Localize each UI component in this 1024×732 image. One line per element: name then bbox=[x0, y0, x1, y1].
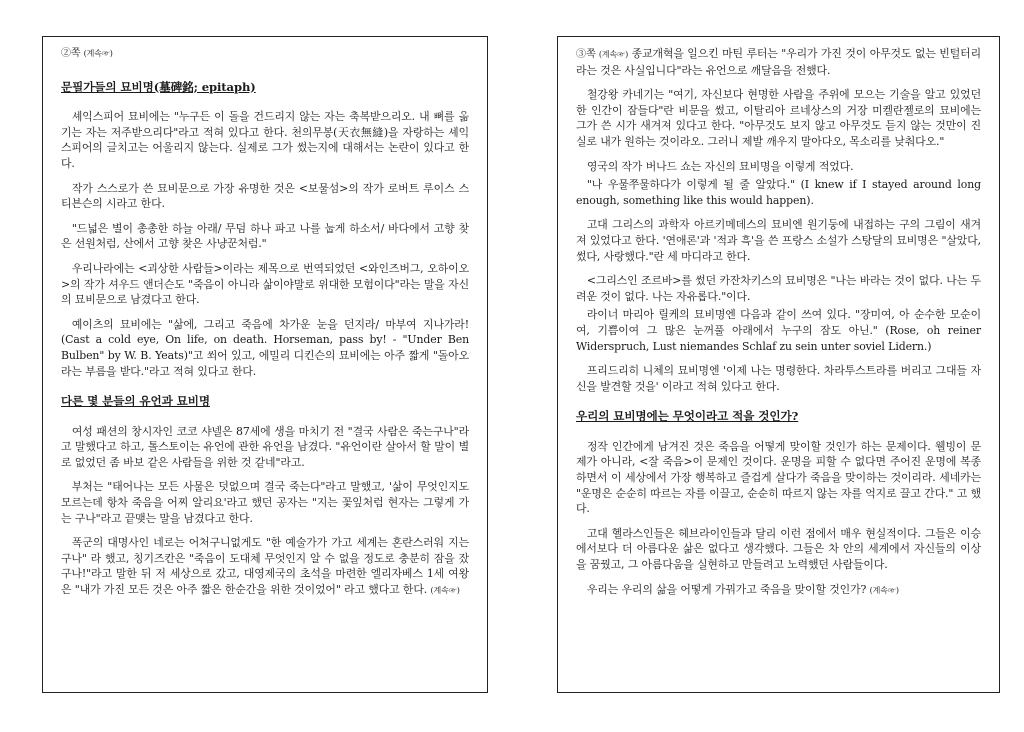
paragraph: 프리드리히 니체의 묘비명엔 '이제 나는 명령한다. 차라투스트라를 버리고 그대들 자신을 발견할 것을' 이라고 적혀 있다고 한다. bbox=[576, 364, 981, 393]
right-page bbox=[557, 36, 1000, 693]
paragraph: 라이너 마리아 릴케의 묘비명엔 다음과 같이 쓰여 있다. "장미여, 아 순수한 모순이여, 기쁨이여 그 많은 눈꺼풀 아래에서 누구의 잠도 아닌." (Rose, oh reiner Widerspruch, Lust niemandes Schlaf zu sein unter soviel Lidern.) bbox=[576, 308, 981, 353]
paragraph: 철강왕 카네기는 "여기, 자신보다 현명한 사람을 주위에 모으는 기술을 알고 있었던 한 인간이 잠들다"란 비문을 썼고, 이탈리아 르네상스의 거장 미켈란젤로의 묘비에는 그가 쓴 시가 새겨져 있다고 한다. "아무것도 보지 않고 아무것도 듣지 않는 것만이 진실로 내가 원하는 것이라오. 그러니 제발 깨우지 말아다오, 목소리를 낮춰다오." bbox=[576, 88, 981, 148]
continue-marker: (계속☞) bbox=[83, 49, 113, 58]
paragraph: 고대 헬라스인들은 헤브라이인들과 달리 이런 점에서 매우 현실적이다. 그들은 이승에서보다 더 아름다운 삶은 없다고 생각했다. 그들은 차 안의 세계에서 자신들의 이상을 꿈꿨고, 그 아름다움을 실현하고 만들려고 노력했던 사람들이다. bbox=[576, 526, 981, 572]
paragraph: 우리는 우리의 삶을 어떻게 가꿔가고 죽음을 맞이할 것인가? (계속☞) bbox=[586, 582, 899, 596]
paragraph: 예이츠의 묘비에는 "삶에, 그리고 죽음에 차가운 눈을 던지라/ 마부여 지나가라! (Cast a cold eye, On life, on death. Horseman, pass by! - "Under Ben Bulben" by W. B. Yeats)"고 쐬어 있고, 에밀리 디킨슨의 묘비에는 아주 짧게 "돌아오라는 부름을 받다."라고 적혀 있다고 한다. bbox=[61, 317, 469, 378]
end-continue-marker: (계속☞) bbox=[869, 585, 899, 595]
paragraph: ③쪽 (계속☞) 종교개혁을 일으킨 마틴 루터는 "우리가 가진 것이 아무것도 없는 빈털터리라는 것은 사실입니다"라는 유언으로 깨달음을 전했다. bbox=[576, 47, 981, 77]
paragraph: 우리나라에는 <괴상한 사람들>이라는 제목으로 번역되었던 <와인즈버그, 오하이오>의 작가 셔우드 앤더슨도 "죽음이 아니라 삶이야말로 위대한 모험이다"라는 말을 자신의 묘비문으로 남겼다고 한다. bbox=[61, 261, 469, 307]
page-marker-3: ③쪽 (계속☞) bbox=[576, 49, 629, 60]
paragraph: 여성 패션의 창시자인 코코 샤넬은 87세에 생을 마치기 전 "결국 사람은 죽는구나"라고 말했다고 하고, 톨스토이는 유언에 관한 유언을 남겼다. "유언이란 살아서 할 말이 별로 없었던 좀 바보 같은 사람들을 위한 것 같네"라고. bbox=[61, 424, 469, 469]
page-marker-2: ②쪽 (계속☞) bbox=[61, 48, 113, 59]
paragraph: 폭군의 대명사인 네로는 어처구니없게도 "한 예술가가 가고 세계는 혼란스러워 지는구나" 라 했고, 칭기즈칸은 "죽음이 도대체 무엇인지 알 수 없을 정도로 충분히 잠을 잤구나!"라고 말한 뒤 저 세상으로 갔고, 대영제국의 초석을 마련한 엘리자베스 1세 여왕은 "내가 가진 모든 것은 아주 짧은 한순간을 위한 것이었어" 라고 했다고 한다. (계속☞) bbox=[61, 536, 469, 597]
paragraph: 영국의 작가 버나드 쇼는 자신의 묘비명을 이렇게 적었다. bbox=[586, 159, 854, 173]
heading-our-epitaph: 우리의 묘비명에는 무엇이라고 적을 것인가? bbox=[576, 409, 799, 424]
paragraph: 셰익스피어 묘비에는 "누구든 이 돌을 건드리지 않는 자는 축복받으리오. 내 뼈를 옮기는 자는 저주받으리다"라고 적혀 있다고 한다. 천의무봉(天衣無縫)을 자랑하는 셰익스피어의 글치고는 어울리지 않는다. 실제로 그가 썼는지에 대해서는 논란이 있다고 한다. bbox=[61, 110, 469, 170]
paragraph: <그리스인 조르바>를 썼던 카잔차키스의 묘비명은 "나는 바라는 것이 없다. 나는 두려운 것이 없다. 나는 자유롭다."이다. bbox=[576, 274, 981, 303]
paragraph: "나 우물쭈물하다가 이렇게 될 줄 알았다." (I knew if I stayed around long enough, something like this would happen). bbox=[576, 178, 981, 207]
paragraph: 작가 스스로가 쓴 묘비문으로 가장 유명한 것은 <보물섬>의 작가 로버트 루이스 스티븐슨의 시라고 한다. bbox=[61, 181, 469, 211]
paragraph: 부처는 "태어나는 모든 사물은 덧없으며 결국 죽는다"라고 말했고, '삶이 무엇인지도 모르는데 항차 죽음을 어찌 알리요'라고 했던 공자는 "지는 꽃잎처럼 현자는 그렇게 가는 구나"라고 끝맺는 말을 남겼다고 한다. bbox=[61, 480, 469, 525]
paragraph: 정작 인간에게 남겨진 것은 죽음을 어떻게 맞이할 것인가 하는 문제이다. 웰빙이 문제가 아니라, <잘 죽음>이 문제인 것이다. 운명을 피할 수 없다면 주어진 운명에 복종하면서 이 세상에서 가장 행복하고 즐겁게 살다가 죽음을 맞이하는 것이리라. 세네카는 "운명은 순순히 따르는 자를 이끌고, 순순히 따르지 않는 자를 억지로 끌고 간다." 고 했다. bbox=[576, 439, 981, 516]
heading-other-last-words: 다른 몇 분들의 유언과 묘비명 bbox=[61, 394, 210, 409]
paragraph: "드넓은 별이 총총한 하늘 아래/ 무덤 하나 파고 나를 눕게 하소서/ 바다에서 고향 찾은 선원처럼, 산에서 고향 찾은 사냥꾼처럼." bbox=[61, 221, 469, 251]
end-continue-marker: (계속☞) bbox=[430, 586, 460, 596]
continue-marker: (계속☞) bbox=[598, 50, 629, 59]
heading-writers-epitaphs: 문필가들의 묘비명(墓碑銘; epitaph) bbox=[61, 79, 256, 94]
paragraph: 고대 그리스의 과학자 아르키메데스의 묘비엔 원기둥에 내접하는 구의 그림이 새겨져 있었다고 한다. '연애론'과 '적과 흑'을 쓴 프랑스 소설가 스탕달의 묘비명은 "살았다, 썼다, 사랑했다."란 세 마디라고 한다. bbox=[576, 218, 981, 263]
left-page bbox=[42, 36, 488, 693]
